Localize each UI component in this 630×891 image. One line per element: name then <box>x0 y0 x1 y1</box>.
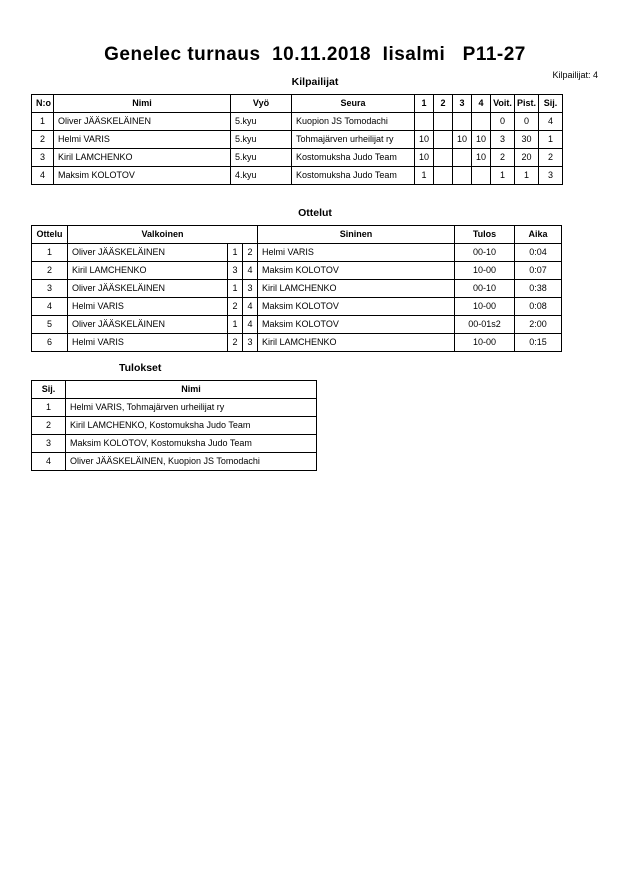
cell-match-2 <box>434 167 453 185</box>
table-row <box>32 399 317 417</box>
cell-name: Kiril LAMCHENKO <box>54 149 231 167</box>
table-row <box>32 244 562 262</box>
cell-belt: 5.kyu <box>231 131 292 149</box>
cell-match-1: 10 <box>415 149 434 167</box>
matches-section-title: Ottelut <box>298 207 332 219</box>
cell-name: Oliver JÄÄSKELÄINEN, Kuopion JS Tomodachi <box>66 453 317 471</box>
cell-wins: 3 <box>491 131 515 149</box>
cell-belt: 4.kyu <box>231 167 292 185</box>
table-row <box>32 167 563 185</box>
cell-ottelu: 4 <box>32 298 68 316</box>
cell-ottelu: 6 <box>32 334 68 352</box>
cell-blue-name: Maksim KOLOTOV <box>258 298 455 316</box>
cell-club: Kostomuksha Judo Team <box>292 167 415 185</box>
col-header-belt: Vyö <box>231 95 292 113</box>
cell-ottelu: 5 <box>32 316 68 334</box>
col-header-match-3: 3 <box>453 95 472 113</box>
cell-time: 0:15 <box>515 334 562 352</box>
col-header-match-4: 4 <box>472 95 491 113</box>
cell-result: 00-01s2 <box>455 316 515 334</box>
matches-table <box>31 225 562 352</box>
cell-result: 10-00 <box>455 298 515 316</box>
results-section-title: Tulokset <box>119 362 162 374</box>
cell-match-2 <box>434 149 453 167</box>
cell-points: 0 <box>515 113 539 131</box>
col-header-ottelu: Ottelu <box>32 226 68 244</box>
col-header-blue: Sininen <box>258 226 455 244</box>
cell-no: 4 <box>32 167 54 185</box>
cell-match-2 <box>434 113 453 131</box>
competitors-table <box>31 94 563 185</box>
col-header-club: Seura <box>292 95 415 113</box>
cell-no: 2 <box>32 131 54 149</box>
cell-wins: 1 <box>491 167 515 185</box>
table-header-row <box>32 95 563 113</box>
col-header-result: Tulos <box>455 226 515 244</box>
cell-place: 4 <box>539 113 563 131</box>
col-header-wins: Voit. <box>491 95 515 113</box>
table-row <box>32 131 563 149</box>
competitors-section <box>31 94 630 185</box>
cell-match-1: 10 <box>415 131 434 149</box>
cell-match-3 <box>453 167 472 185</box>
cell-white-name: Helmi VARIS <box>68 334 228 352</box>
cell-club: Tohmajärven urheilijat ry <box>292 131 415 149</box>
col-header-white: Valkoinen <box>68 226 258 244</box>
cell-time: 0:08 <box>515 298 562 316</box>
cell-time: 0:07 <box>515 262 562 280</box>
cell-club: Kostomuksha Judo Team <box>292 149 415 167</box>
cell-time: 2:00 <box>515 316 562 334</box>
participants-section-title: Kilpailijat <box>291 76 339 88</box>
cell-match-1 <box>415 113 434 131</box>
cell-match-2 <box>434 131 453 149</box>
cell-place: 1 <box>539 131 563 149</box>
cell-points: 30 <box>515 131 539 149</box>
col-header-place: Sij. <box>539 95 563 113</box>
cell-white-no: 3 <box>228 262 243 280</box>
cell-result: 10-00 <box>455 334 515 352</box>
table-row <box>32 113 563 131</box>
cell-ottelu: 1 <box>32 244 68 262</box>
cell-white-name: Oliver JÄÄSKELÄINEN <box>68 244 228 262</box>
cell-belt: 5.kyu <box>231 113 292 131</box>
cell-name: Maksim KOLOTOV, Kostomuksha Judo Team <box>66 435 317 453</box>
table-header-row <box>32 226 562 244</box>
cell-match-4: 10 <box>472 149 491 167</box>
cell-name: Helmi VARIS, Tohmajärven urheilijat ry <box>66 399 317 417</box>
cell-place: 2 <box>539 149 563 167</box>
cell-result: 00-10 <box>455 280 515 298</box>
cell-blue-no: 2 <box>243 244 258 262</box>
cell-club: Kuopion JS Tomodachi <box>292 113 415 131</box>
cell-wins: 2 <box>491 149 515 167</box>
table-row <box>32 298 562 316</box>
table-row <box>32 262 562 280</box>
results-table <box>31 380 317 471</box>
table-row <box>32 417 317 435</box>
cell-ottelu: 2 <box>32 262 68 280</box>
cell-blue-no: 4 <box>243 298 258 316</box>
table-row <box>32 280 562 298</box>
cell-white-name: Oliver JÄÄSKELÄINEN <box>68 316 228 334</box>
cell-no: 3 <box>32 149 54 167</box>
col-header-match-1: 1 <box>415 95 434 113</box>
cell-points: 1 <box>515 167 539 185</box>
table-row <box>32 334 562 352</box>
page-title: Genelec turnaus 10.11.2018 Iisalmi P11-27 <box>104 44 526 65</box>
cell-match-1: 1 <box>415 167 434 185</box>
cell-white-no: 1 <box>228 244 243 262</box>
cell-match-4: 10 <box>472 131 491 149</box>
cell-name: Helmi VARIS <box>54 131 231 149</box>
cell-blue-name: Kiril LAMCHENKO <box>258 280 455 298</box>
cell-time: 0:38 <box>515 280 562 298</box>
cell-match-3 <box>453 113 472 131</box>
results-section <box>31 380 630 471</box>
cell-wins: 0 <box>491 113 515 131</box>
table-row <box>32 316 562 334</box>
cell-place: 3 <box>539 167 563 185</box>
cell-blue-no: 3 <box>243 334 258 352</box>
cell-place: 3 <box>32 435 66 453</box>
col-header-time: Aika <box>515 226 562 244</box>
cell-match-3 <box>453 149 472 167</box>
cell-place: 4 <box>32 453 66 471</box>
cell-place: 2 <box>32 417 66 435</box>
participants-count: Kilpailijat: 4 <box>552 70 598 80</box>
cell-white-no: 2 <box>228 334 243 352</box>
cell-match-4 <box>472 167 491 185</box>
cell-name: Oliver JÄÄSKELÄINEN <box>54 113 231 131</box>
cell-no: 1 <box>32 113 54 131</box>
cell-blue-no: 4 <box>243 262 258 280</box>
col-header-no: N:o <box>32 95 54 113</box>
cell-blue-no: 3 <box>243 280 258 298</box>
cell-white-no: 1 <box>228 316 243 334</box>
cell-white-no: 2 <box>228 298 243 316</box>
cell-points: 20 <box>515 149 539 167</box>
col-header-match-2: 2 <box>434 95 453 113</box>
cell-white-no: 1 <box>228 280 243 298</box>
cell-match-4 <box>472 113 491 131</box>
cell-white-name: Kiril LAMCHENKO <box>68 262 228 280</box>
cell-name: Maksim KOLOTOV <box>54 167 231 185</box>
table-row <box>32 453 317 471</box>
cell-match-3: 10 <box>453 131 472 149</box>
col-header-place: Sij. <box>32 381 66 399</box>
cell-white-name: Oliver JÄÄSKELÄINEN <box>68 280 228 298</box>
col-header-name: Nimi <box>66 381 317 399</box>
cell-place: 1 <box>32 399 66 417</box>
cell-blue-name: Maksim KOLOTOV <box>258 316 455 334</box>
table-header-row <box>32 381 317 399</box>
cell-result: 10-00 <box>455 262 515 280</box>
cell-blue-name: Maksim KOLOTOV <box>258 262 455 280</box>
col-header-points: Pist. <box>515 95 539 113</box>
cell-time: 0:04 <box>515 244 562 262</box>
table-row <box>32 435 317 453</box>
cell-name: Kiril LAMCHENKO, Kostomuksha Judo Team <box>66 417 317 435</box>
col-header-name: Nimi <box>54 95 231 113</box>
cell-blue-name: Helmi VARIS <box>258 244 455 262</box>
cell-blue-no: 4 <box>243 316 258 334</box>
cell-white-name: Helmi VARIS <box>68 298 228 316</box>
cell-belt: 5.kyu <box>231 149 292 167</box>
table-row <box>32 149 563 167</box>
cell-blue-name: Kiril LAMCHENKO <box>258 334 455 352</box>
matches-section <box>31 225 630 352</box>
cell-result: 00-10 <box>455 244 515 262</box>
cell-ottelu: 3 <box>32 280 68 298</box>
